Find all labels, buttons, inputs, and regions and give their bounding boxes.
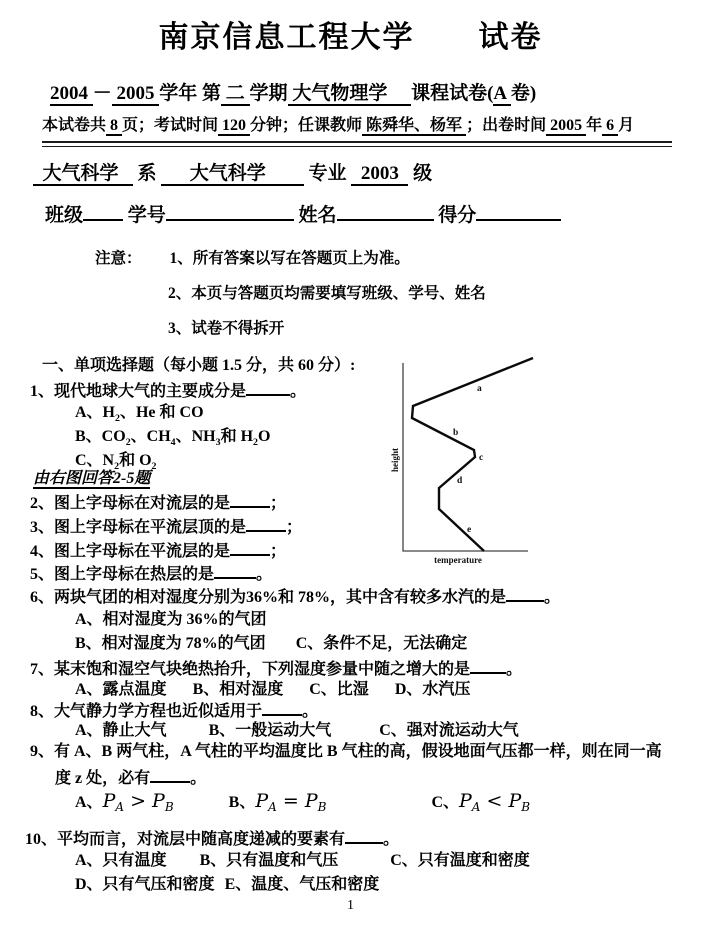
filled-field: 2004 <box>50 83 93 104</box>
text-segment: 3、图上字母标在平流层顶的是 <box>30 519 247 537</box>
text-segment: D、只有气压和密度 <box>75 876 215 893</box>
text-segment: B、一般运动大气 <box>208 722 332 739</box>
question-3 <box>30 515 302 538</box>
text-segment: C、比湿 <box>309 681 369 698</box>
question-1-option-b <box>75 427 270 447</box>
text-segment: 学号 <box>123 205 166 227</box>
filled-field: 2003 <box>351 163 409 184</box>
blank-field <box>337 201 434 221</box>
text-segment: A、相对湿度为 36%的气团 <box>75 611 267 628</box>
text-segment: < <box>480 790 509 812</box>
text-segment: 5、图上字母标在热层的是 <box>30 566 215 584</box>
blank-field <box>246 379 290 396</box>
curve-label-d: d <box>457 476 463 486</box>
text-segment: C、条件不足，无法确定 <box>295 635 468 652</box>
text-segment: 本试卷共 <box>42 117 107 134</box>
text-segment: A <box>471 800 481 815</box>
text-segment: P <box>508 790 522 812</box>
text-segment: 1、现代地球大气的主要成分是 <box>30 383 247 401</box>
question-9-options <box>75 790 530 814</box>
curve-label-a: a <box>477 384 482 394</box>
blank-field <box>476 201 561 221</box>
text-segment: B <box>317 800 327 815</box>
note-line-3 <box>168 319 284 338</box>
text-segment: 3、试卷不得拆开 <box>168 320 285 337</box>
filled-field: A <box>493 83 511 104</box>
text-segment: 。 <box>544 589 561 607</box>
text-segment: 、CH <box>130 428 171 445</box>
text-segment: 分钟；任课教师 <box>250 117 363 134</box>
filled-field: 8 <box>106 117 123 134</box>
text-segment: 、He 和 CO <box>119 404 204 421</box>
text-segment: 2、图上字母标在对流层的是 <box>30 495 231 513</box>
text-segment: 课程试卷( <box>411 83 494 104</box>
text-segment: 2 <box>115 413 120 425</box>
text-segment: ； <box>286 519 303 537</box>
text-segment: B、相对湿度为 78%的气团 <box>75 635 266 652</box>
text-segment: 得分 <box>433 205 477 227</box>
text-segment: 7、某末饱和湿空气块绝热抬升，下列湿度参量中随之增大的是 <box>30 661 471 679</box>
text-segment: C、 <box>431 794 459 811</box>
text-segment: 4、图上字母标在平流层的是 <box>30 543 231 561</box>
blank-field <box>262 699 302 716</box>
question-8-options <box>75 721 519 741</box>
text-segment: B、 <box>228 794 256 811</box>
text-segment: 学期 <box>249 83 288 104</box>
figure-instruction <box>33 469 150 489</box>
text-segment: 系 <box>132 163 162 184</box>
header-info-line <box>42 116 634 136</box>
question-8 <box>30 699 318 722</box>
double-rule-divider <box>42 141 672 147</box>
filled-field: 2005 <box>546 117 587 134</box>
text-segment: 8、大气静力学方程也近似适用于 <box>30 703 263 721</box>
text-segment: 注意： <box>95 250 142 267</box>
filled-field: 2005 <box>111 83 160 104</box>
section-1-heading <box>42 356 355 376</box>
question-4 <box>30 539 286 562</box>
text-segment: 姓名 <box>293 205 337 227</box>
text-segment: 。 <box>256 566 273 584</box>
blank-field <box>506 585 544 602</box>
text-segment: 级 <box>408 163 433 184</box>
text-segment: 2 <box>151 461 157 473</box>
text-segment: B、CO <box>75 428 126 445</box>
text-segment: 、NH <box>175 428 216 445</box>
text-segment: 3 <box>215 437 221 449</box>
text-segment: O <box>257 428 271 445</box>
text-segment: 2 <box>253 437 258 449</box>
text-segment: 。 <box>383 831 400 849</box>
question-6-option-a <box>75 610 267 630</box>
text-segment: － <box>92 83 112 104</box>
blank-field <box>83 201 123 221</box>
text-segment: 1、所有答案以写在答题页上为准。 <box>169 250 410 267</box>
text-segment: C、N <box>75 452 115 469</box>
filled-field: 由右图回答2-5题 <box>33 470 151 487</box>
x-axis-label: temperature <box>434 555 482 565</box>
question-6 <box>30 585 560 608</box>
text-segment: A、静止大气 <box>75 722 167 739</box>
text-segment: ；出卷时间 <box>466 117 547 134</box>
question-5 <box>30 562 272 585</box>
text-segment: 。 <box>302 703 319 721</box>
text-segment: 和 O <box>119 452 152 469</box>
text-segment: B <box>164 800 174 815</box>
blank-field <box>246 515 286 532</box>
question-2 <box>30 491 286 514</box>
text-segment: 度 z 处，必有 <box>55 770 151 788</box>
figure-svg <box>390 350 555 575</box>
temperature-profile-figure <box>390 350 555 575</box>
page-number: 1 <box>347 898 354 913</box>
text-segment: E、温度、气压和密度 <box>224 876 380 893</box>
text-segment: = <box>276 790 305 812</box>
temperature-curve <box>412 358 533 551</box>
text-segment: 。 <box>190 770 207 788</box>
note-line-1 <box>95 249 410 268</box>
text-segment: 4 <box>170 437 176 449</box>
text-segment: 9、有 A、B 两气柱，A 气柱的平均温度比 B 气柱的高，假设地面气压都一样，则在同一高 <box>30 743 662 760</box>
y-axis-label: height <box>390 447 400 472</box>
blank-field <box>150 766 190 783</box>
question-10-options-abc <box>75 851 530 871</box>
text-segment: 10、平均而言，对流层中随高度递减的要素有 <box>25 831 346 849</box>
blank-field <box>345 827 383 844</box>
text-segment: B、只有温度和气压 <box>199 852 339 869</box>
text-segment: B <box>521 800 531 815</box>
question-7-options <box>75 680 470 700</box>
text-segment: 学年 第 <box>159 83 222 104</box>
question-9-line-1 <box>30 742 662 762</box>
text-segment: ； <box>270 495 287 513</box>
header-course-line <box>50 82 536 106</box>
text-segment: A、 <box>75 794 103 811</box>
question-9-line-2 <box>55 766 206 789</box>
text-segment: 班级 <box>45 205 84 227</box>
text-segment: B、相对湿度 <box>192 681 284 698</box>
text-segment: 月 <box>618 117 635 134</box>
text-segment: P <box>459 790 472 812</box>
filled-field: 大气物理学 <box>287 83 412 104</box>
text-segment: ； <box>270 543 287 561</box>
filled-field: 陈舜华、杨军 <box>362 117 467 134</box>
question-1 <box>30 379 306 402</box>
figure-axes <box>403 363 528 551</box>
filled-field: 6 <box>602 117 619 134</box>
exam-title: 南京信息工程大学 试卷 <box>158 21 543 54</box>
blank-field <box>230 491 270 508</box>
text-segment: 卷) <box>510 83 537 104</box>
blank-field <box>230 539 270 556</box>
text-segment: 2 <box>114 461 120 473</box>
question-7 <box>30 657 522 680</box>
text-segment: C、只有温度和密度 <box>390 852 530 869</box>
text-segment: 。 <box>290 383 307 401</box>
blank-field <box>166 201 294 221</box>
blank-field <box>214 562 256 579</box>
question-6-options-bc <box>75 634 467 654</box>
text-segment: 专业 <box>303 163 352 184</box>
text-segment: C、强对流运动大气 <box>379 722 519 739</box>
text-segment: D、水汽压 <box>394 681 471 698</box>
filled-field: 大气科学 <box>161 163 304 184</box>
text-segment: 一、单项选择题（每小题 1.5 分，共 60 分）: <box>42 357 356 374</box>
text-segment: P <box>152 790 165 812</box>
filled-field: 120 <box>218 117 251 134</box>
blank-field <box>470 657 506 674</box>
curve-label-e: e <box>467 525 472 535</box>
text-segment: > <box>124 790 153 812</box>
note-line-2 <box>168 284 486 303</box>
text-segment: A、H <box>75 404 116 421</box>
text-segment: P <box>102 790 116 812</box>
text-segment: A <box>268 800 277 815</box>
text-segment: 6、两块气团的相对湿度分别为36%和 78%，其中含有较多水汽的是 <box>30 589 507 607</box>
text-segment: 2 <box>125 437 131 449</box>
text-segment: 2、本页与答题页均需要填写班级、学号、姓名 <box>168 285 486 302</box>
text-segment: 和 H <box>220 428 254 445</box>
question-1-option-c <box>75 451 156 471</box>
text-segment: P <box>304 790 318 812</box>
text-segment: 。 <box>506 661 523 679</box>
text-segment: 年 <box>586 117 603 134</box>
header-student-line <box>45 201 561 228</box>
question-10-options-de <box>75 875 379 895</box>
text-segment: A、只有温度 <box>75 852 167 869</box>
text-segment: A、露点温度 <box>75 681 167 698</box>
filled-field: 大气科学 <box>33 163 133 184</box>
question-1-option-a <box>75 403 204 423</box>
curve-label-c: c <box>479 453 484 463</box>
text-segment: P <box>255 790 269 812</box>
curve-label-b: b <box>453 428 459 438</box>
filled-field: 二 <box>221 83 250 104</box>
header-department-line <box>33 162 432 186</box>
question-10 <box>25 827 399 850</box>
text-segment: A <box>115 800 125 815</box>
text-segment: 页；考试时间 <box>122 117 219 134</box>
